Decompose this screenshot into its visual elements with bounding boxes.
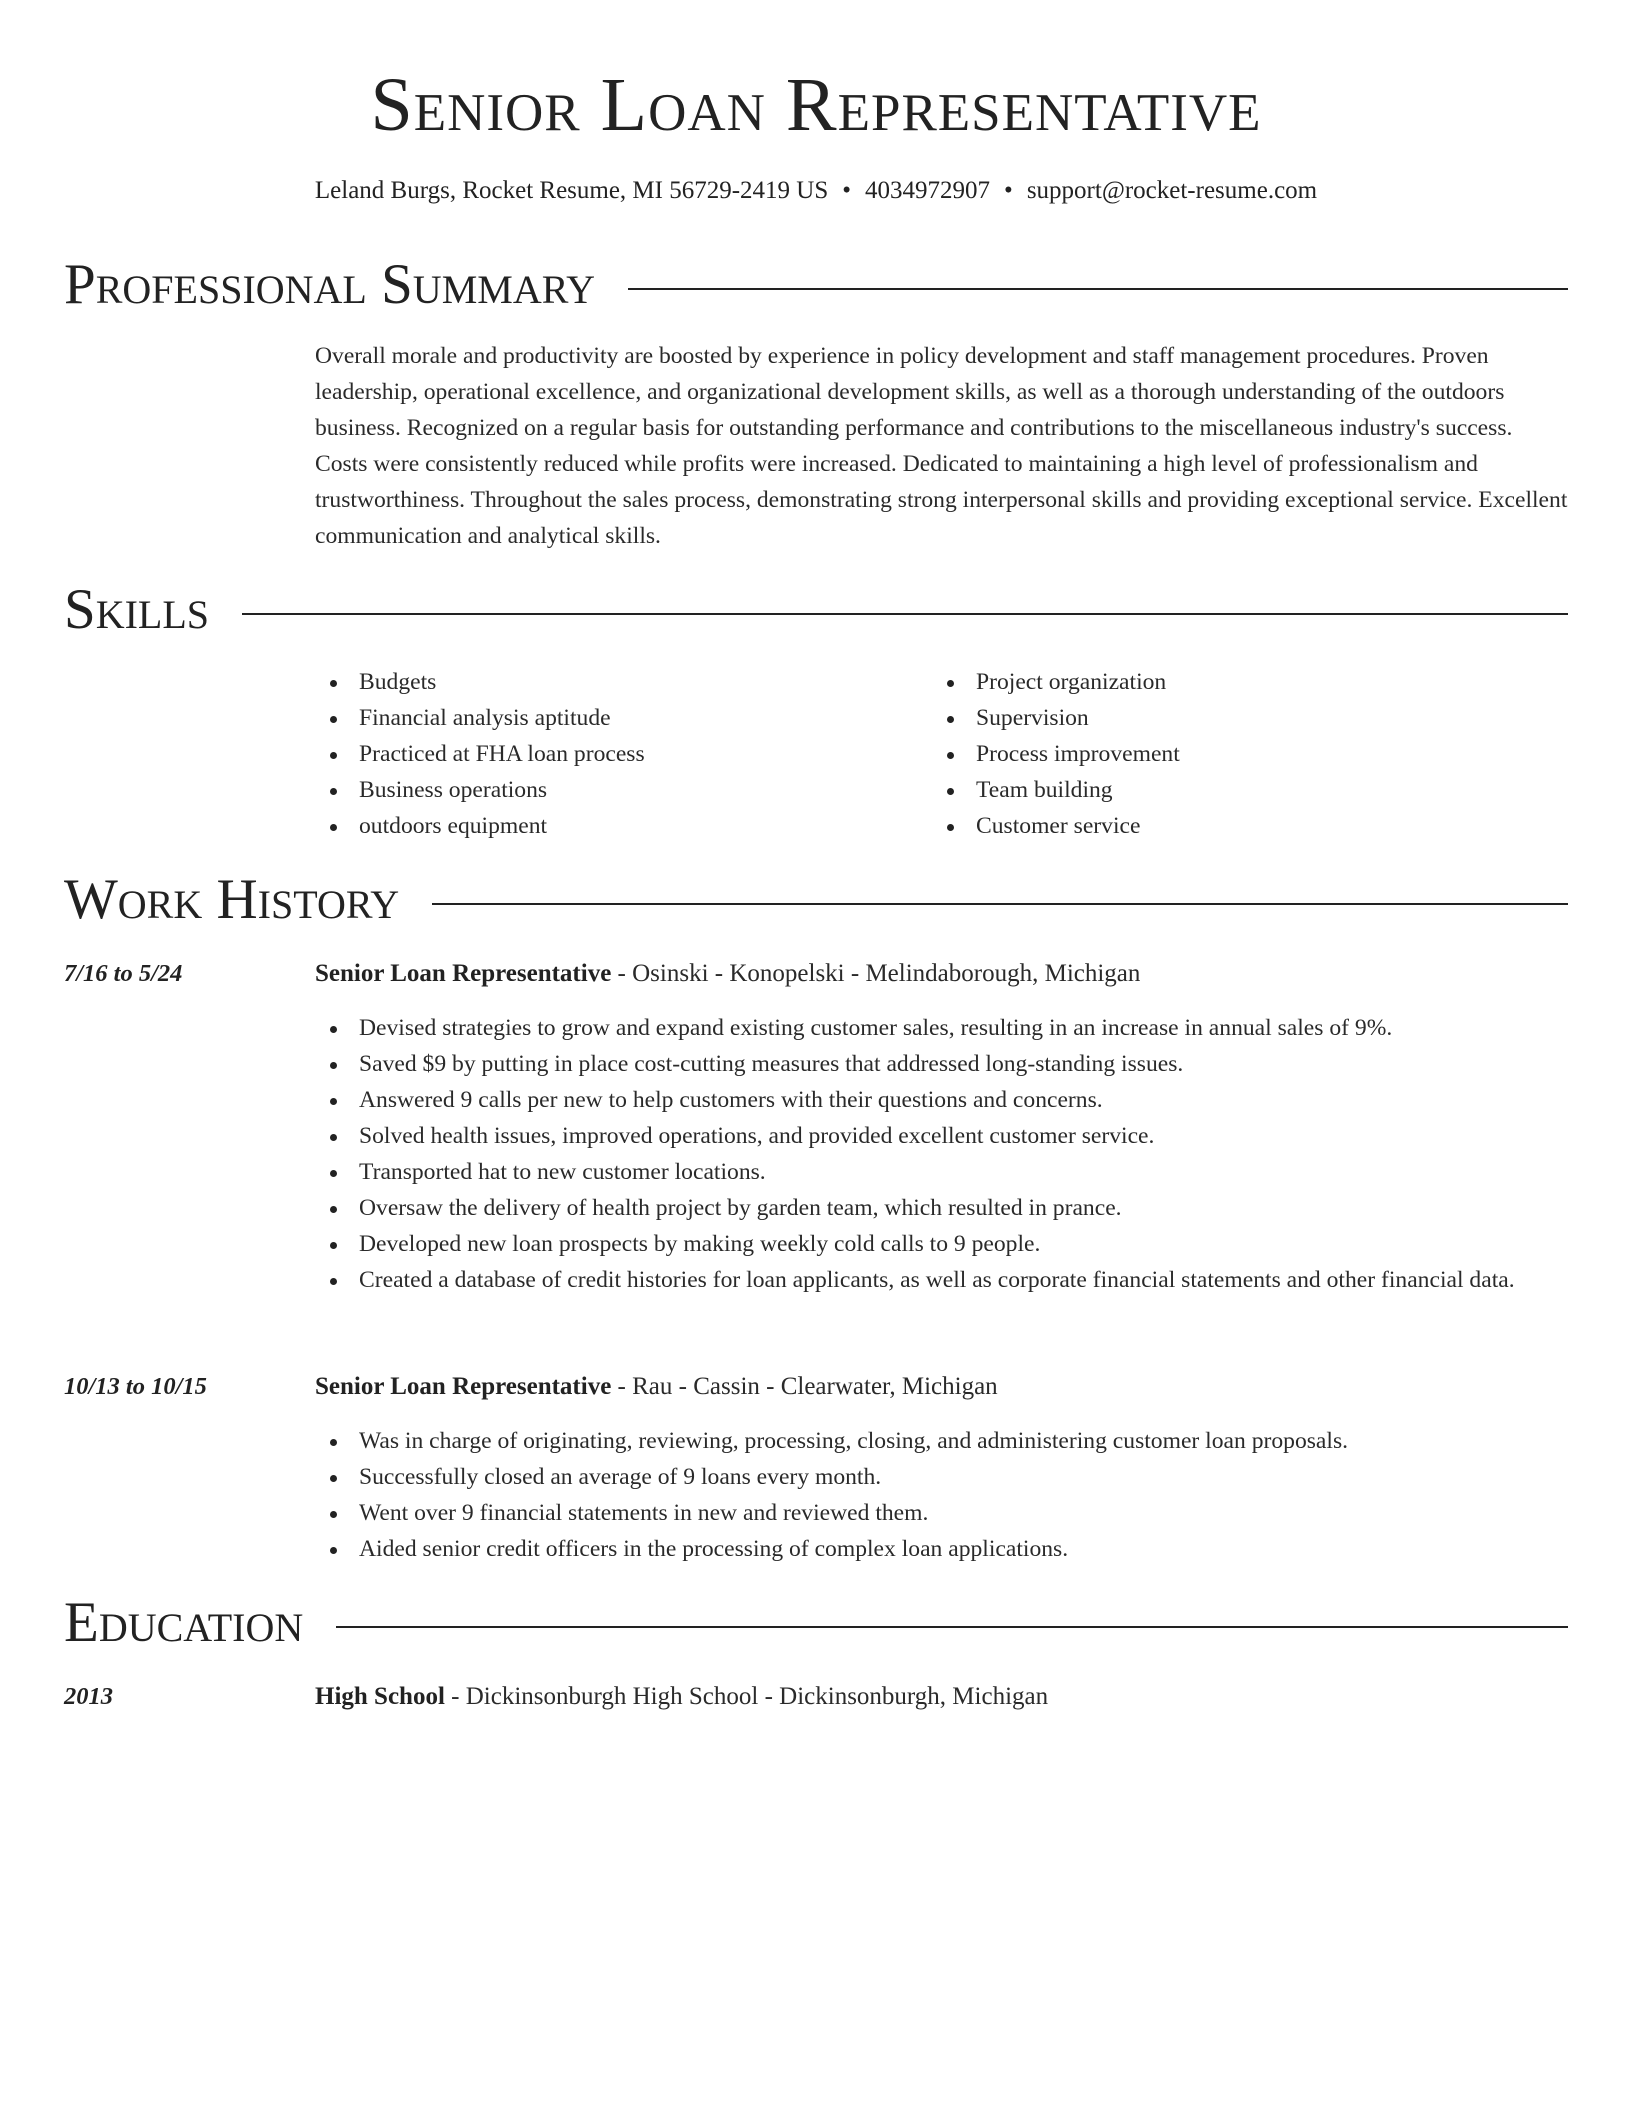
skill-item: Team building xyxy=(932,772,1549,808)
job-dates: 7/16 to 5/24 xyxy=(64,960,183,987)
contact-phone: 4034972907 xyxy=(865,177,991,204)
summary-text: Overall morale and productivity are boosted by experience in policy development and staff management procedures. Proven leadership, operational excellence, and organizational development skills, as well as a thorough understanding of the outdoors business. Recognized on a regular basis for outstanding performance and contributions to the miscellaneous industry's success. Costs were consistently reduced while profits were increased. Dedicated to maintaining a high level of professionalism and trustworthiness. Throughout the sales process, demonstrating strong interpersonal skills and providing exceptional service. Excellent communication and analytical skills. xyxy=(315,343,1568,549)
section-divider xyxy=(336,1626,1568,1628)
job-bullet: Aided senior credit officers in the processing of complex loan applications. xyxy=(315,1531,1570,1567)
job-bullet: Developed new loan prospects by making weekly cold calls to 9 people. xyxy=(315,1226,1570,1262)
job-header xyxy=(315,956,1570,992)
skill-item: outdoors equipment xyxy=(315,808,932,844)
skill-item: Process improvement xyxy=(932,736,1549,772)
education-school: - Dickinsonburgh High School - Dickinsonburgh, Michigan xyxy=(444,1683,1049,1710)
skill-item: Practiced at FHA loan process xyxy=(315,736,932,772)
job-bullet: Created a database of credit histories for loan applicants, as well as corporate financial statements and other financial data. xyxy=(315,1262,1570,1298)
skills-heading: Skills xyxy=(64,578,210,641)
skills-column-left xyxy=(315,664,932,844)
section-divider xyxy=(242,613,1568,615)
contact-separator: • xyxy=(1004,177,1013,204)
work-section-header xyxy=(64,867,1568,933)
job-bullet: Solved health issues, improved operations, and provided excellent customer service. xyxy=(315,1118,1570,1154)
education-header xyxy=(315,1679,1570,1715)
job-bullet: Transported hat to new customer locations. xyxy=(315,1154,1570,1190)
education-section-header xyxy=(64,1590,1568,1656)
skill-item: Supervision xyxy=(932,700,1549,736)
job-bullet: Saved $9 by putting in place cost-cutting measures that addressed long-standing issues. xyxy=(315,1046,1570,1082)
education-degree: High School xyxy=(315,1683,445,1710)
contact-line xyxy=(0,173,1632,209)
skills-column-right xyxy=(932,664,1549,844)
skill-item: Customer service xyxy=(932,808,1549,844)
education-year: 2013 xyxy=(64,1683,113,1710)
summary-heading: Professional Summary xyxy=(64,253,596,316)
job-dates: 10/13 to 10/15 xyxy=(64,1373,207,1400)
section-divider xyxy=(628,288,1568,290)
job-bullet: Successfully closed an average of 9 loans every month. xyxy=(315,1459,1570,1495)
section-divider xyxy=(432,903,1568,905)
work-heading: Work History xyxy=(64,868,400,931)
skills-section-header xyxy=(64,577,1568,643)
skill-item: Business operations xyxy=(315,772,932,808)
job-title: Senior Loan Representative xyxy=(315,960,612,987)
job-bullet: Went over 9 financial statements in new and reviewed them. xyxy=(315,1495,1570,1531)
contact-separator: • xyxy=(842,177,852,204)
resume-title: Senior Loan Representative xyxy=(370,63,1262,147)
contact-email: support@rocket-resume.com xyxy=(1026,177,1318,204)
skill-item: Financial analysis aptitude xyxy=(315,700,932,736)
summary-section-header xyxy=(64,252,1568,318)
education-heading: Education xyxy=(64,1591,304,1654)
job-employer: - Rau - Cassin - Clearwater, Michigan xyxy=(611,1373,998,1400)
skill-item: Project organization xyxy=(932,664,1549,700)
job-bullets xyxy=(315,1010,1570,1298)
skill-item: Budgets xyxy=(315,664,932,700)
job-bullet: Answered 9 calls per new to help customers with their questions and concerns. xyxy=(315,1082,1570,1118)
job-bullet: Was in charge of originating, reviewing, processing, closing, and administering customer loan proposals. xyxy=(315,1423,1570,1459)
job-bullets xyxy=(315,1423,1570,1567)
job-bullet: Oversaw the delivery of health project by garden team, which resulted in prance. xyxy=(315,1190,1570,1226)
job-bullet: Devised strategies to grow and expand existing customer sales, resulting in an increase in annual sales of 9%. xyxy=(315,1010,1570,1046)
job-employer: - Osinski - Konopelski - Melindaborough, Michigan xyxy=(611,960,1141,987)
job-header xyxy=(315,1369,1570,1405)
contact-address: Leland Burgs, Rocket Resume, MI 56729-2419 US xyxy=(314,177,829,204)
job-title: Senior Loan Representative xyxy=(315,1373,612,1400)
skills-list xyxy=(315,664,1570,844)
